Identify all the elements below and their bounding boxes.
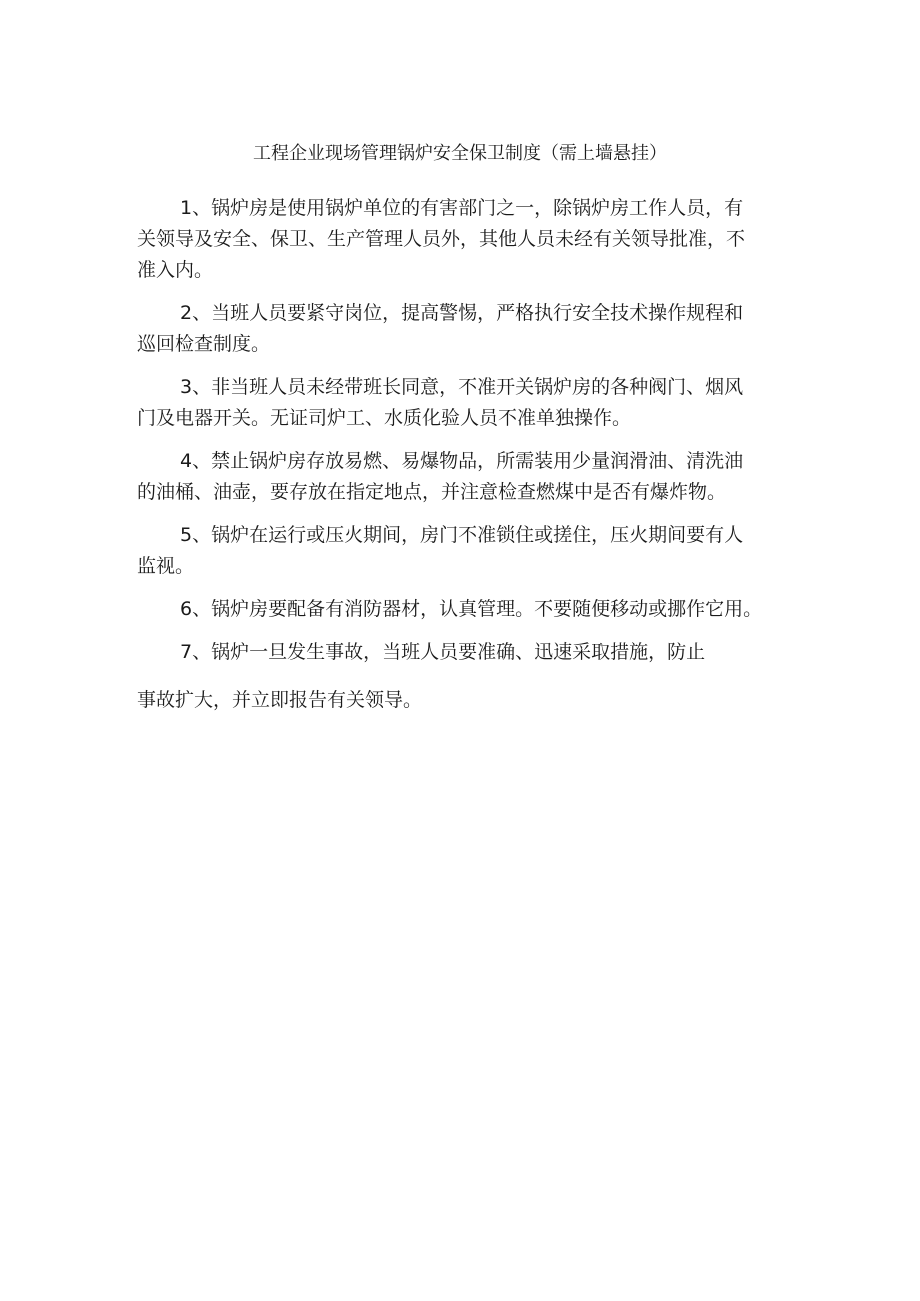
clause-1-line-1: 1、锅炉房是使用锅炉单位的有害部门之一，除锅炉房工作人员，有 xyxy=(180,197,744,219)
clause-5-line-1: 5、锅炉在运行或压火期间，房门不准锁住或搓住，压火期间要有人 xyxy=(180,524,744,546)
clause-2-line-1: 2、当班人员要紧守岗位，提高警惕，严格执行安全技术操作规程和 xyxy=(180,302,744,324)
clause-4 xyxy=(137,446,787,508)
clause-list xyxy=(137,193,787,728)
clause-7-line-2: 事故扩大，并立即报告有关领导。 xyxy=(137,689,423,711)
clause-1-line-2: 关领导及安全、保卫、生产管理人员外，其他人员未经有关领导批准，不 xyxy=(137,228,746,250)
clause-6 xyxy=(137,594,787,625)
clause-2-line-2: 巡回检查制度。 xyxy=(137,333,271,355)
clause-1-line-3: 准入内。 xyxy=(137,259,214,281)
clause-3 xyxy=(137,372,787,434)
clause-2 xyxy=(137,298,787,360)
clause-4-line-1: 4、禁止锅炉房存放易燃、易爆物品，所需装用少量润滑油、清洗油 xyxy=(180,450,744,472)
clause-5 xyxy=(137,520,787,582)
document-title: 工程企业现场管理锅炉安全保卫制度（需上墙悬挂） xyxy=(253,143,667,164)
clause-4-line-2: 的油桶、油壶，要存放在指定地点，并注意检查燃煤中是否有爆炸物。 xyxy=(137,481,727,503)
clause-3-line-1: 3、非当班人员未经带班长同意，不准开关锅炉房的各种阀门、烟风 xyxy=(180,376,744,398)
clause-3-line-2: 门及电器开关。无证司炉工、水质化验人员不准单独操作。 xyxy=(137,407,632,429)
clause-5-line-2: 监视。 xyxy=(137,555,195,577)
clause-7-line-1: 7、锅炉一旦发生事故，当班人员要准确、迅速采取措施，防止 xyxy=(180,641,706,663)
clause-7 xyxy=(137,637,787,716)
clause-6-line-1: 6、锅炉房要配备有消防器材，认真管理。不要随便移动或挪作它用。 xyxy=(180,598,763,620)
clause-1 xyxy=(137,193,787,286)
